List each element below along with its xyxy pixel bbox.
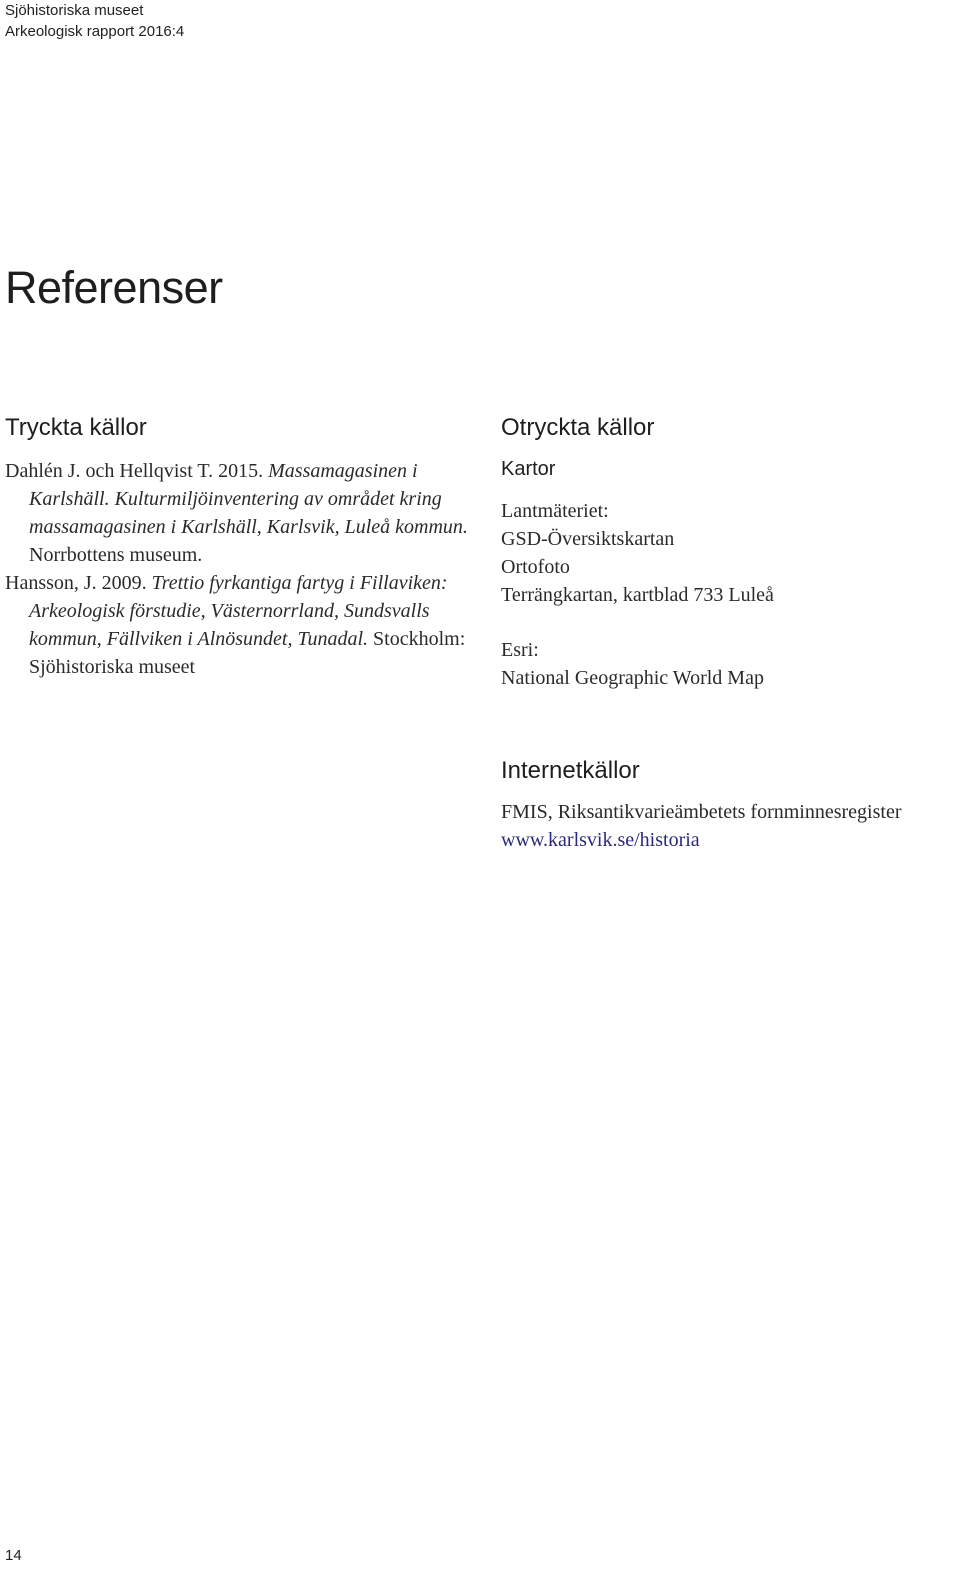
map-source-item: Ortofoto bbox=[501, 556, 570, 578]
reference-title: Massamagasinen i Karlshäll. Kulturmiljöinventering av området kring massamagasinen i Karlshäll, Karlsvik, Luleå kommun. bbox=[29, 460, 468, 538]
page-number: 14 bbox=[5, 1547, 22, 1564]
reference-author-year: Dahlén J. och Hellqvist T. 2015. bbox=[5, 460, 269, 482]
internet-source-item: FMIS, Riksantikvarieämbetets fornminnesregister bbox=[501, 801, 902, 823]
header-report-id: Arkeologisk rapport 2016:4 bbox=[5, 23, 185, 40]
printed-sources-section bbox=[5, 413, 475, 681]
running-header bbox=[5, 0, 184, 42]
esri-label: Esri: bbox=[501, 639, 539, 661]
reference-author-year: Hansson, J. 2009. bbox=[5, 572, 152, 594]
map-source-item: National Geographic World Map bbox=[501, 667, 764, 689]
page-title: Referenser bbox=[5, 262, 223, 313]
header-institution: Sjöhistoriska museet bbox=[5, 2, 144, 19]
reference-entry bbox=[5, 569, 475, 681]
website-link[interactable]: www.karlsvik.se/historia bbox=[501, 829, 700, 851]
unprinted-sources-section bbox=[501, 413, 956, 854]
internet-sources-heading: Internetkällor bbox=[501, 757, 640, 784]
lantmateriet-label: Lantmäteriet: bbox=[501, 500, 609, 522]
unprinted-sources-heading: Otryckta källor bbox=[501, 414, 655, 441]
map-source-item: GSD-Översiktskartan bbox=[501, 528, 675, 550]
reference-publisher: Norrbottens museum. bbox=[29, 544, 203, 566]
printed-sources-heading: Tryckta källor bbox=[5, 414, 147, 441]
map-source-item: Terrängkartan, kartblad 733 Luleå bbox=[501, 584, 774, 606]
reference-entry bbox=[5, 457, 475, 569]
reference-title: Trettio fyrkantiga fartyg i Fillaviken: Arkeologisk förstudie, Västernorrland, Sundsvalls kommun, Fällviken i Alnösundet, Tunadal. bbox=[29, 572, 448, 650]
reference-publisher: Stockholm: Sjöhistoriska museet bbox=[29, 628, 466, 678]
maps-subheading: Kartor bbox=[501, 458, 556, 480]
